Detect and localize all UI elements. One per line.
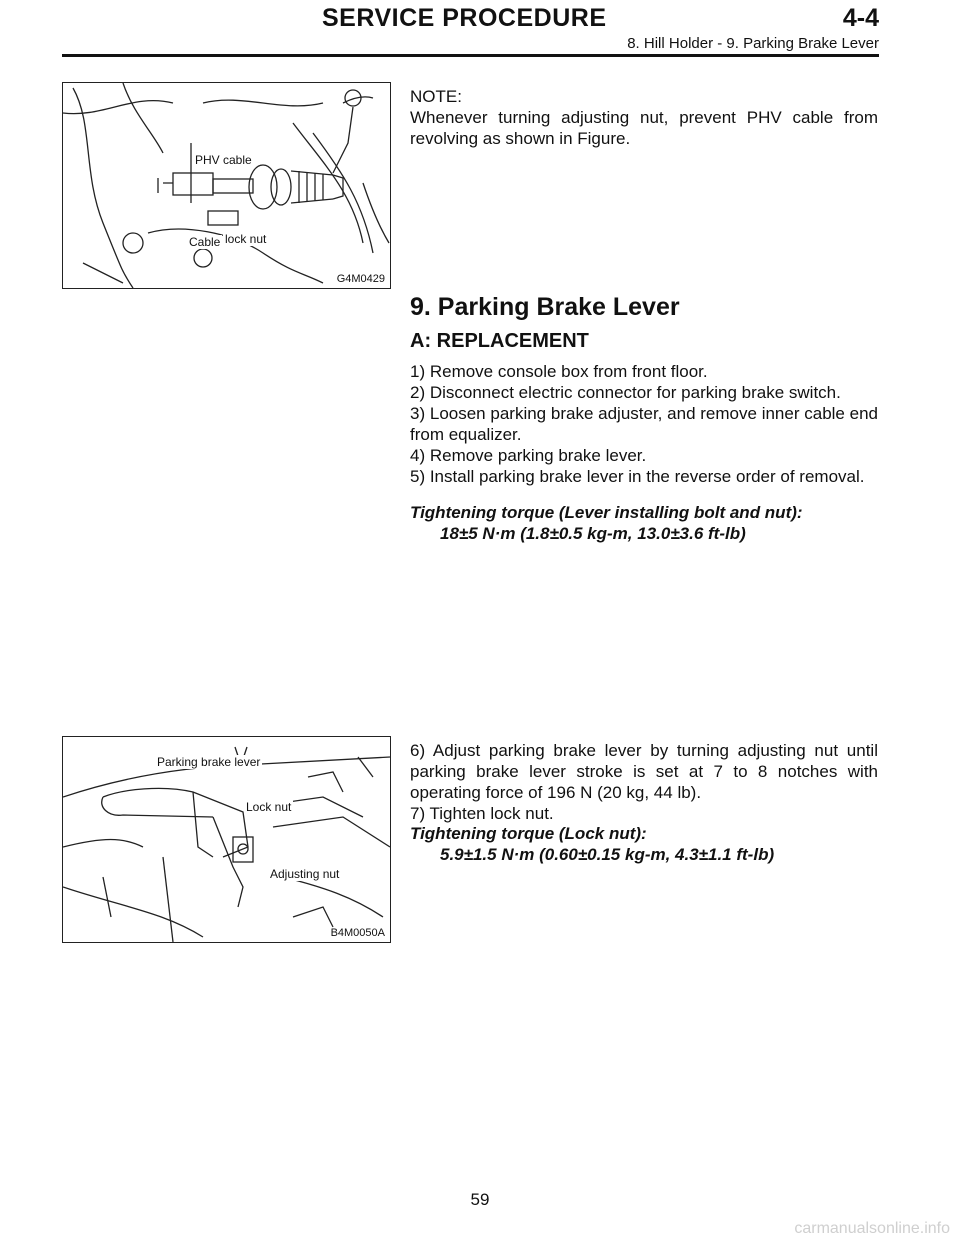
step-2: 2) Disconnect electric connector for parking brake switch. bbox=[410, 383, 841, 402]
note-text: Whenever turning adjusting nut, prevent PHV cable from revolving as shown in Figure. bbox=[410, 108, 878, 148]
figure-phv-cable bbox=[62, 82, 391, 289]
step-6: 6) Adjust parking brake lever by turning adjusting nut until parking brake lever stroke is set at 7 to 8 notches with operating force of 196 N (20 kg, 44 lb). bbox=[410, 741, 878, 802]
subsection-title: A: REPLACEMENT bbox=[410, 330, 589, 352]
page-number: 59 bbox=[470, 1190, 490, 1209]
note-label: NOTE: bbox=[410, 87, 462, 106]
figure2-callout-lock-nut: Lock nut bbox=[246, 800, 292, 814]
step-3: 3) Loosen parking brake adjuster, and remove inner cable end from equalizer. bbox=[410, 404, 878, 444]
figure2-callout-adjusting-nut: Adjusting nut bbox=[270, 867, 340, 881]
torque2-title: Tightening torque (Lock nut): bbox=[410, 824, 647, 843]
figure2-callout-parking-brake-lever: Parking brake lever bbox=[157, 755, 261, 769]
header-rule bbox=[62, 54, 879, 57]
section-title: 9. Parking Brake Lever bbox=[410, 293, 680, 321]
figure1-id: G4M0429 bbox=[336, 273, 385, 285]
header-title: SERVICE PROCEDURE bbox=[322, 4, 607, 32]
figure-phv-cable-drawing bbox=[63, 83, 390, 288]
torque2-value: 5.9±1.5 N·m (0.60±0.15 kg-m, 4.3±1.1 ft-lb) bbox=[440, 845, 775, 864]
figure-parking-brake bbox=[62, 736, 391, 943]
step-5: 5) Install parking brake lever in the reverse order of removal. bbox=[410, 467, 865, 486]
figure1-callout-phv-cable: PHV cable bbox=[195, 153, 252, 167]
step-1: 1) Remove console box from front floor. bbox=[410, 362, 708, 381]
header-subtitle: 8. Hill Holder - 9. Parking Brake Lever bbox=[627, 35, 879, 52]
header-section-code: 4-4 bbox=[842, 4, 879, 32]
step-4: 4) Remove parking brake lever. bbox=[410, 446, 647, 465]
step-7: 7) Tighten lock nut. bbox=[410, 804, 554, 823]
torque1-value: 18±5 N·m (1.8±0.5 kg-m, 13.0±3.6 ft-lb) bbox=[440, 524, 746, 543]
torque1-title: Tightening torque (Lever installing bolt and nut): bbox=[410, 503, 803, 522]
figure2-id: B4M0050A bbox=[330, 927, 385, 939]
footer-watermark: carmanualsonline.info bbox=[794, 1220, 950, 1237]
figure1-callout-lock-nut: lock nut bbox=[225, 232, 267, 246]
figure1-callout-cable: Cable bbox=[189, 235, 221, 249]
